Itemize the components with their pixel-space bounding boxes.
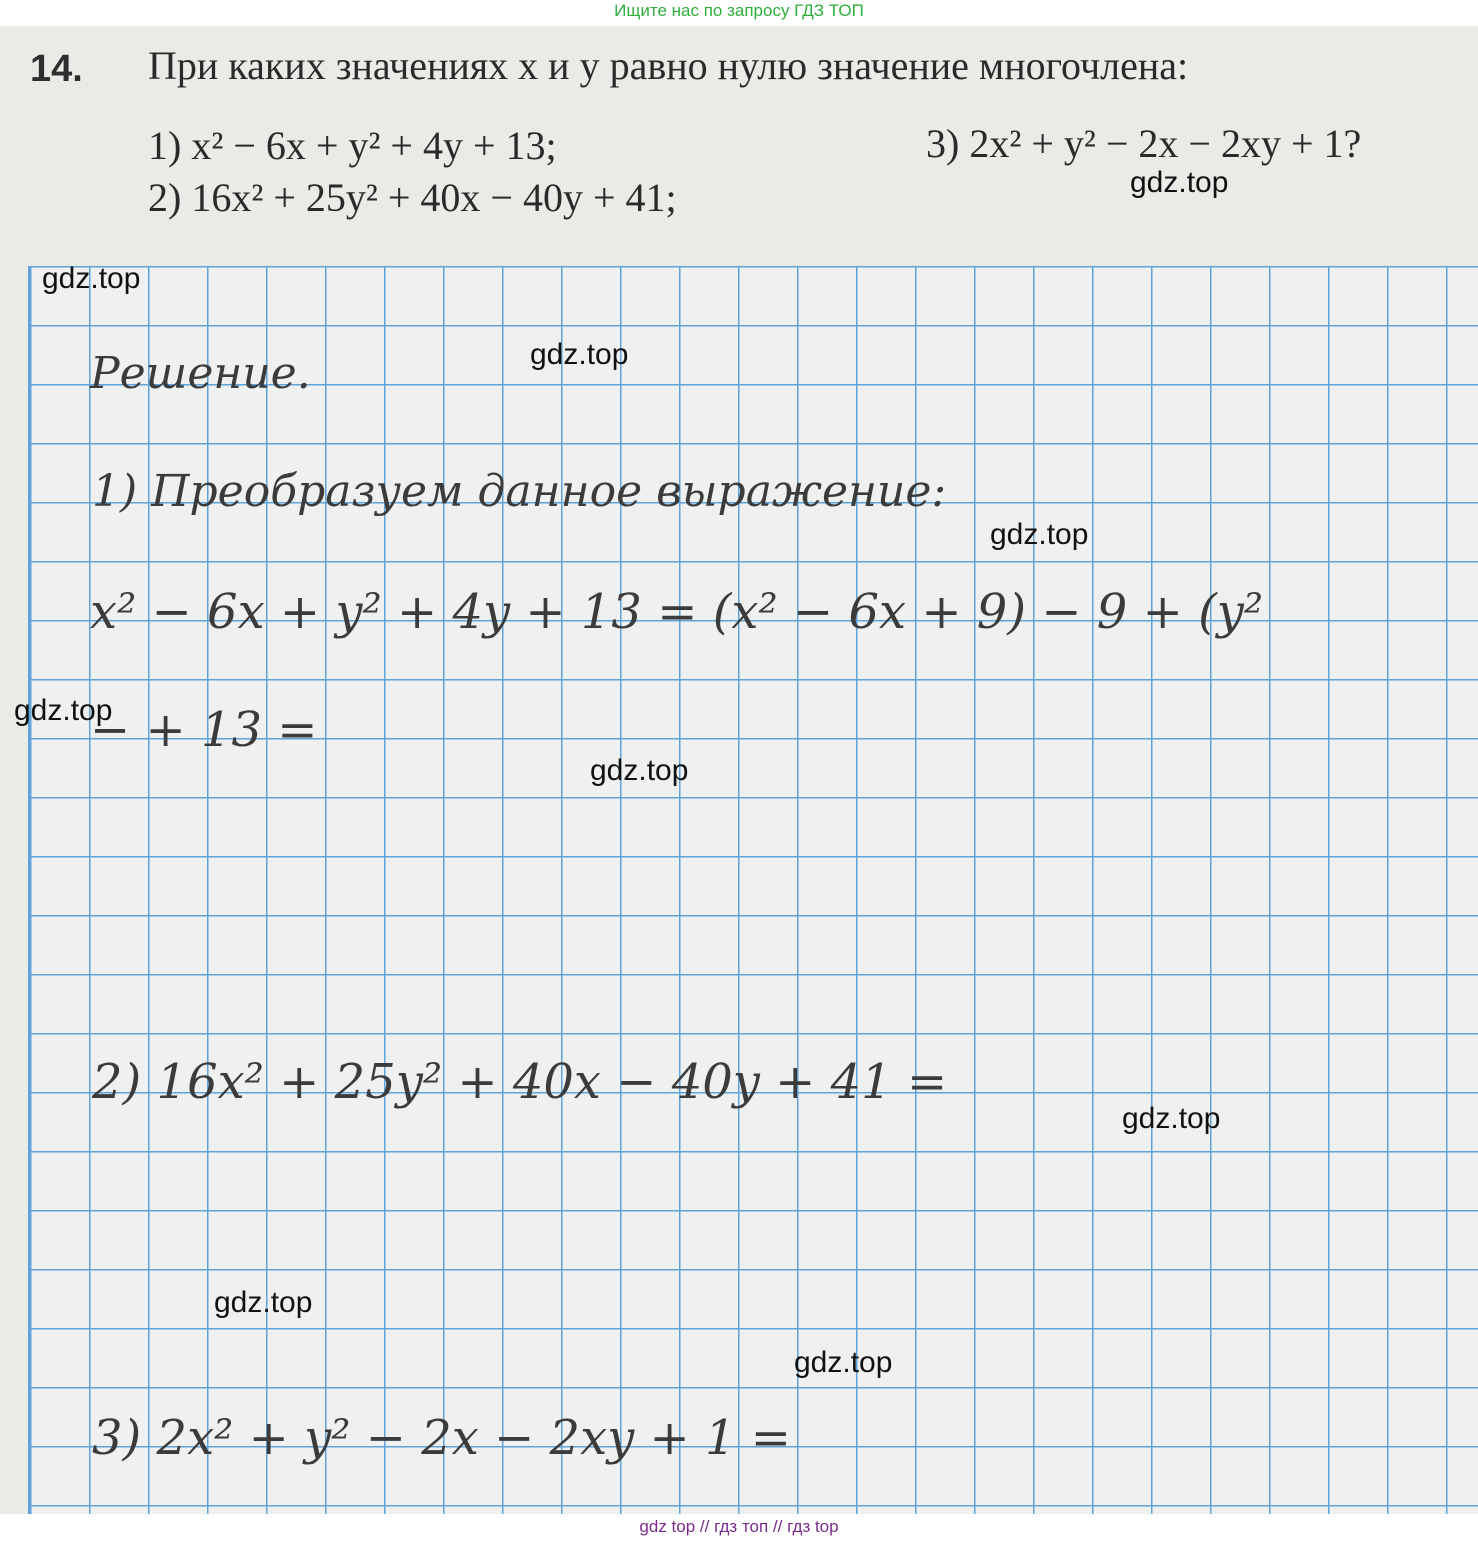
- watermark: gdz.top: [794, 1346, 893, 1379]
- task-3-label: 3): [926, 121, 960, 166]
- task-1: [148, 122, 557, 169]
- watermark: gdz.top: [42, 262, 141, 295]
- step-2-expression: 2) 16x² + 25y² + 40x − 40y + 41 =: [92, 1054, 948, 1110]
- task-2: [148, 174, 677, 221]
- step-1-continuation: − + 13 =: [90, 702, 318, 758]
- watermark: gdz.top: [990, 518, 1089, 551]
- watermark: gdz.top: [14, 694, 113, 727]
- solution-title: Решение.: [90, 348, 311, 399]
- watermark: gdz.top: [1130, 166, 1229, 199]
- step-1-heading: 1) Преобразуем данное выражение:: [92, 466, 947, 517]
- watermark: gdz.top: [214, 1286, 313, 1319]
- step-3-expression: 3) 2x² + y² − 2x − 2xy + 1 =: [92, 1410, 792, 1466]
- task-1-label: 1): [148, 123, 182, 168]
- task-3: [926, 120, 1361, 167]
- top-banner: Ищите нас по запросу ГДЗ ТОП: [614, 1, 864, 20]
- problem-statement: При каких значениях x и y равно нулю значение многочлена:: [148, 43, 1189, 88]
- task-2-expression: 16x² + 25y² + 40x − 40y + 41;: [191, 175, 677, 220]
- watermark: gdz.top: [530, 338, 629, 371]
- problem-number: 14.: [30, 48, 83, 90]
- task-1-expression: x² − 6x + y² + 4y + 13;: [191, 123, 557, 168]
- grid-paper: [28, 266, 1478, 1514]
- watermark: gdz.top: [1122, 1102, 1221, 1135]
- step-1-expression: x² − 6x + y² + 4y + 13 = (x² − 6x + 9) − 9 + (y²: [90, 584, 1264, 640]
- textbook-page: [0, 26, 1478, 1514]
- task-2-label: 2): [148, 175, 182, 220]
- bottom-banner: gdz top // гдз топ // гдз top: [639, 1517, 839, 1536]
- watermark: gdz.top: [590, 754, 689, 787]
- task-3-expression: 2x² + y² − 2x − 2xy + 1?: [969, 121, 1362, 166]
